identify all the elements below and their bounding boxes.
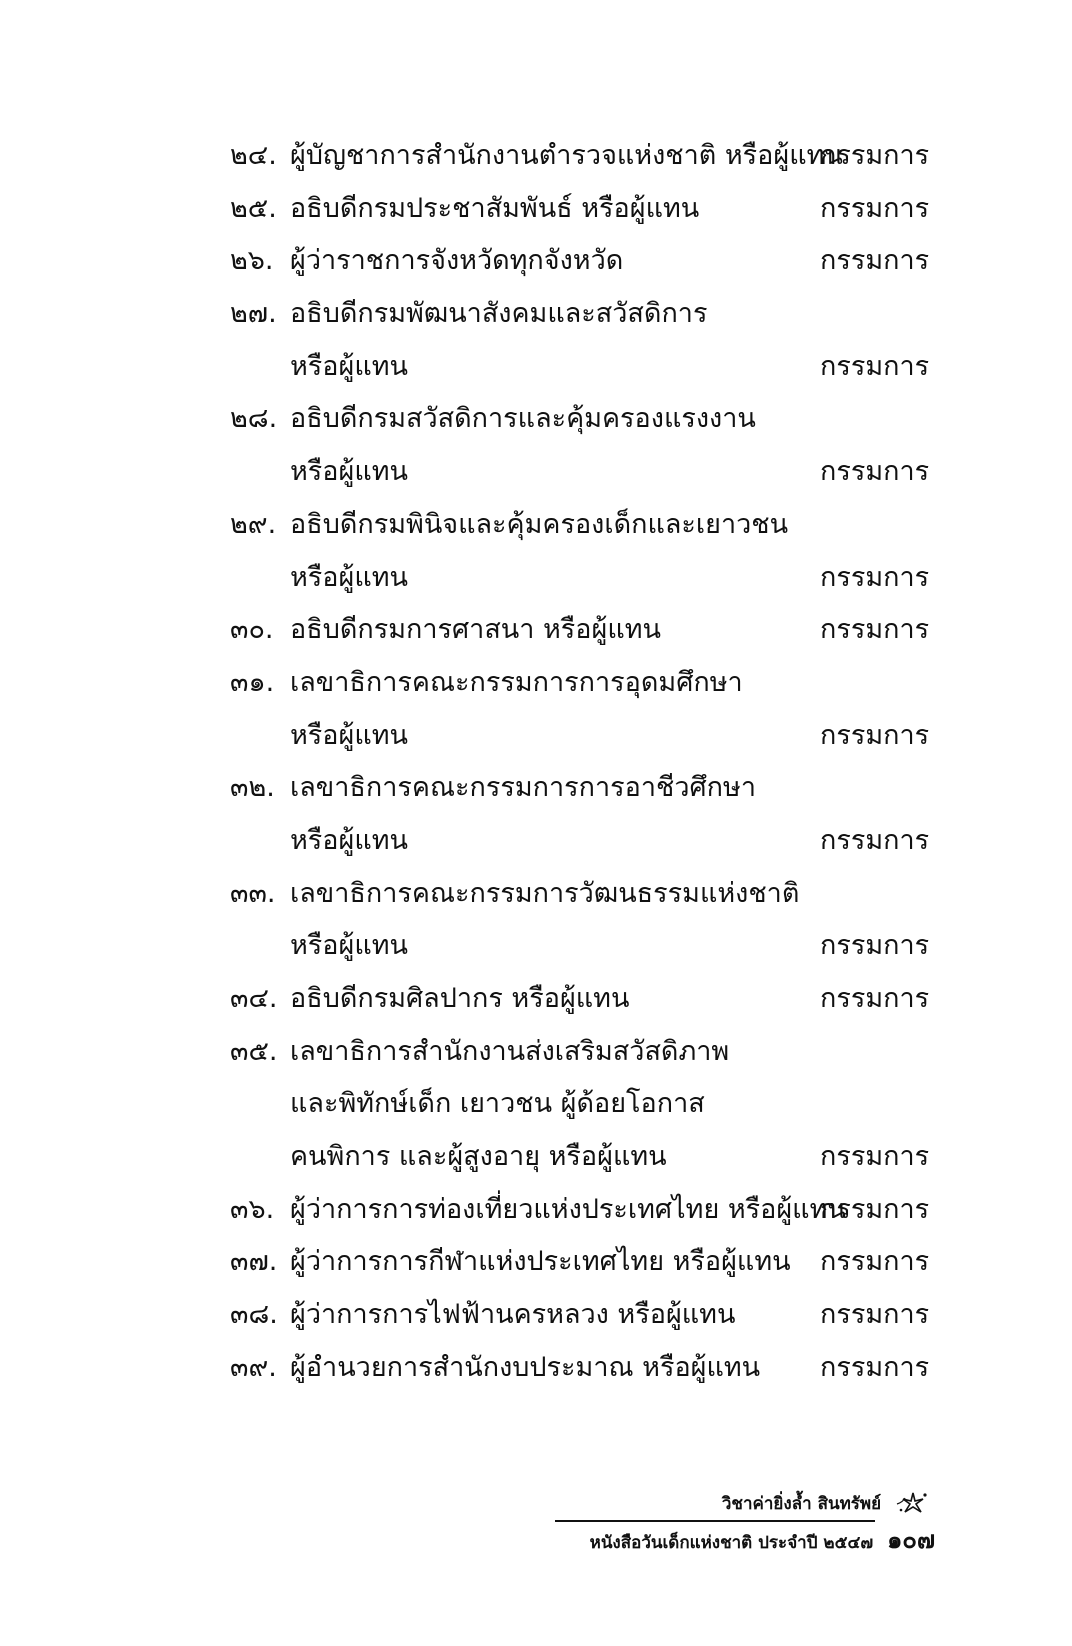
item-number: ๒๖. xyxy=(230,245,274,277)
list-item-line xyxy=(230,710,930,763)
list-item xyxy=(230,235,930,288)
list-item-line xyxy=(230,499,930,552)
page-footer xyxy=(555,1488,935,1558)
list-item xyxy=(230,973,930,1026)
member-title: หรือผู้แทน xyxy=(290,561,408,593)
member-role: กรรมการ xyxy=(820,140,930,171)
member-title: ผู้ว่าการการไฟฟ้านครหลวง หรือผู้แทน xyxy=(290,1299,736,1331)
member-role: กรรมการ xyxy=(820,1193,930,1225)
list-item xyxy=(230,393,930,498)
list-item-line xyxy=(230,868,930,921)
page-number: ๑๐๗ xyxy=(887,1526,935,1554)
committee-member-list xyxy=(230,130,930,1395)
item-number: ๓๐. xyxy=(230,614,274,646)
list-item xyxy=(230,288,930,393)
member-title: เลขาธิการคณะกรรมการวัฒนธรรมแห่งชาติ xyxy=(290,877,800,909)
member-role: กรรมการ xyxy=(820,614,930,646)
list-item-line xyxy=(230,604,930,657)
member-title: เลขาธิการคณะกรรมการการอุดมศึกษา xyxy=(290,666,743,698)
list-item xyxy=(230,1289,930,1342)
list-item xyxy=(230,762,930,867)
member-title: หรือผู้แทน xyxy=(290,350,408,382)
member-title: หรือผู้แทน xyxy=(290,719,408,751)
member-role: กรรมการ xyxy=(820,930,930,962)
member-title: หรือผู้แทน xyxy=(290,930,408,962)
list-item xyxy=(230,130,930,183)
member-title: อธิบดีกรมพินิจและคุ้มครองเด็กและเยาวชน xyxy=(290,508,789,540)
item-number: ๓๑. xyxy=(230,666,275,698)
item-number: ๒๗. xyxy=(230,298,277,330)
list-item xyxy=(230,1236,930,1289)
footer-slogan: วิชาค่ายิ่งล้ำ สินทรัพย์ xyxy=(721,1494,882,1514)
member-role: กรรมการ xyxy=(820,192,930,224)
list-item xyxy=(230,1184,930,1237)
item-number: ๓๔. xyxy=(230,983,278,1014)
list-item-line xyxy=(230,288,930,341)
item-number: ๓๖. xyxy=(230,1193,275,1225)
member-role: กรรมการ xyxy=(820,350,930,382)
member-title: ผู้ว่าการการท่องเที่ยวแห่งประเทศไทย หรือผู้แทน xyxy=(290,1193,846,1225)
member-title: อธิบดีกรมประชาสัมพันธ์ หรือผู้แทน xyxy=(290,192,700,224)
member-title: อธิบดีกรมการศาสนา หรือผู้แทน xyxy=(290,614,661,646)
list-item xyxy=(230,1026,930,1184)
item-number: ๒๔. xyxy=(230,140,277,171)
member-title: อธิบดีกรมสวัสดิการและคุ้มครองแรงงาน xyxy=(290,403,756,435)
list-item xyxy=(230,1342,930,1395)
member-role: กรรมการ xyxy=(820,561,930,593)
list-item-line xyxy=(230,446,930,499)
item-number: ๒๘. xyxy=(230,403,278,435)
list-item-line xyxy=(230,815,930,868)
list-item-line xyxy=(230,341,930,394)
member-title: อธิบดีกรมศิลปากร หรือผู้แทน xyxy=(290,983,630,1014)
list-item-line xyxy=(230,393,930,446)
item-number: ๓๕. xyxy=(230,1035,278,1067)
list-item-line xyxy=(230,235,930,288)
member-title: ผู้บัญชาการสำนักงานตำรวจแห่งชาติ หรือผู้แทน xyxy=(290,140,843,171)
footer-book-row xyxy=(555,1522,935,1558)
list-item-line xyxy=(230,552,930,605)
item-number: ๓๒. xyxy=(230,772,275,804)
member-title: เลขาธิการคณะกรรมการการอาชีวศึกษา xyxy=(290,772,756,804)
list-item xyxy=(230,183,930,236)
member-role: กรรมการ xyxy=(820,824,930,856)
list-item-line xyxy=(230,130,930,183)
member-title: หรือผู้แทน xyxy=(290,456,408,488)
list-item-line xyxy=(230,657,930,710)
member-title: ผู้อำนวยการสำนักงบประมาณ หรือผู้แทน xyxy=(290,1351,761,1383)
item-number: ๒๕. xyxy=(230,192,277,224)
list-item-line xyxy=(230,183,930,236)
list-item-line xyxy=(230,1236,930,1289)
member-role: กรรมการ xyxy=(820,456,930,488)
item-number: ๓๘. xyxy=(230,1299,278,1331)
member-role: กรรมการ xyxy=(820,719,930,751)
member-title: คนพิการ และผู้สูงอายุ หรือผู้แทน xyxy=(290,1141,667,1173)
list-item-line xyxy=(230,1289,930,1342)
member-title: อธิบดีกรมพัฒนาสังคมและสวัสดิการ xyxy=(290,298,708,330)
item-number: ๓๙. xyxy=(230,1351,277,1383)
list-item-line xyxy=(230,920,930,973)
member-role: กรรมการ xyxy=(820,1246,930,1278)
member-role: กรรมการ xyxy=(820,245,930,277)
member-title: เลขาธิการสำนักงานส่งเสริมสวัสดิภาพ xyxy=(290,1035,730,1067)
member-title: หรือผู้แทน xyxy=(290,824,408,856)
item-number: ๓๓. xyxy=(230,877,276,909)
list-item-line xyxy=(230,1026,930,1079)
item-number: ๓๗. xyxy=(230,1246,278,1278)
star-sparkle-icon xyxy=(895,1490,931,1518)
list-item xyxy=(230,499,930,604)
list-item xyxy=(230,868,930,973)
footer-slogan-row xyxy=(555,1488,935,1520)
list-item-line xyxy=(230,1131,930,1184)
list-item xyxy=(230,604,930,657)
list-item-line xyxy=(230,762,930,815)
item-number: ๒๙. xyxy=(230,508,277,540)
member-role: กรรมการ xyxy=(820,983,930,1014)
member-role: กรรมการ xyxy=(820,1351,930,1383)
member-title: และพิทักษ์เด็ก เยาวชน ผู้ด้อยโอกาส xyxy=(290,1088,705,1120)
list-item-line xyxy=(230,973,930,1026)
list-item xyxy=(230,657,930,762)
member-title: ผู้ว่าราชการจังหวัดทุกจังหวัด xyxy=(290,245,624,277)
list-item-line xyxy=(230,1078,930,1131)
member-role: กรรมการ xyxy=(820,1299,930,1331)
member-role: กรรมการ xyxy=(820,1141,930,1173)
list-item-line xyxy=(230,1342,930,1395)
member-title: ผู้ว่าการการกีฬาแห่งประเทศไทย หรือผู้แทน xyxy=(290,1246,791,1278)
footer-book-title: หนังสือวันเด็กแห่งชาติ ประจำปี ๒๕๔๗ xyxy=(589,1533,874,1553)
list-item-line xyxy=(230,1184,930,1237)
